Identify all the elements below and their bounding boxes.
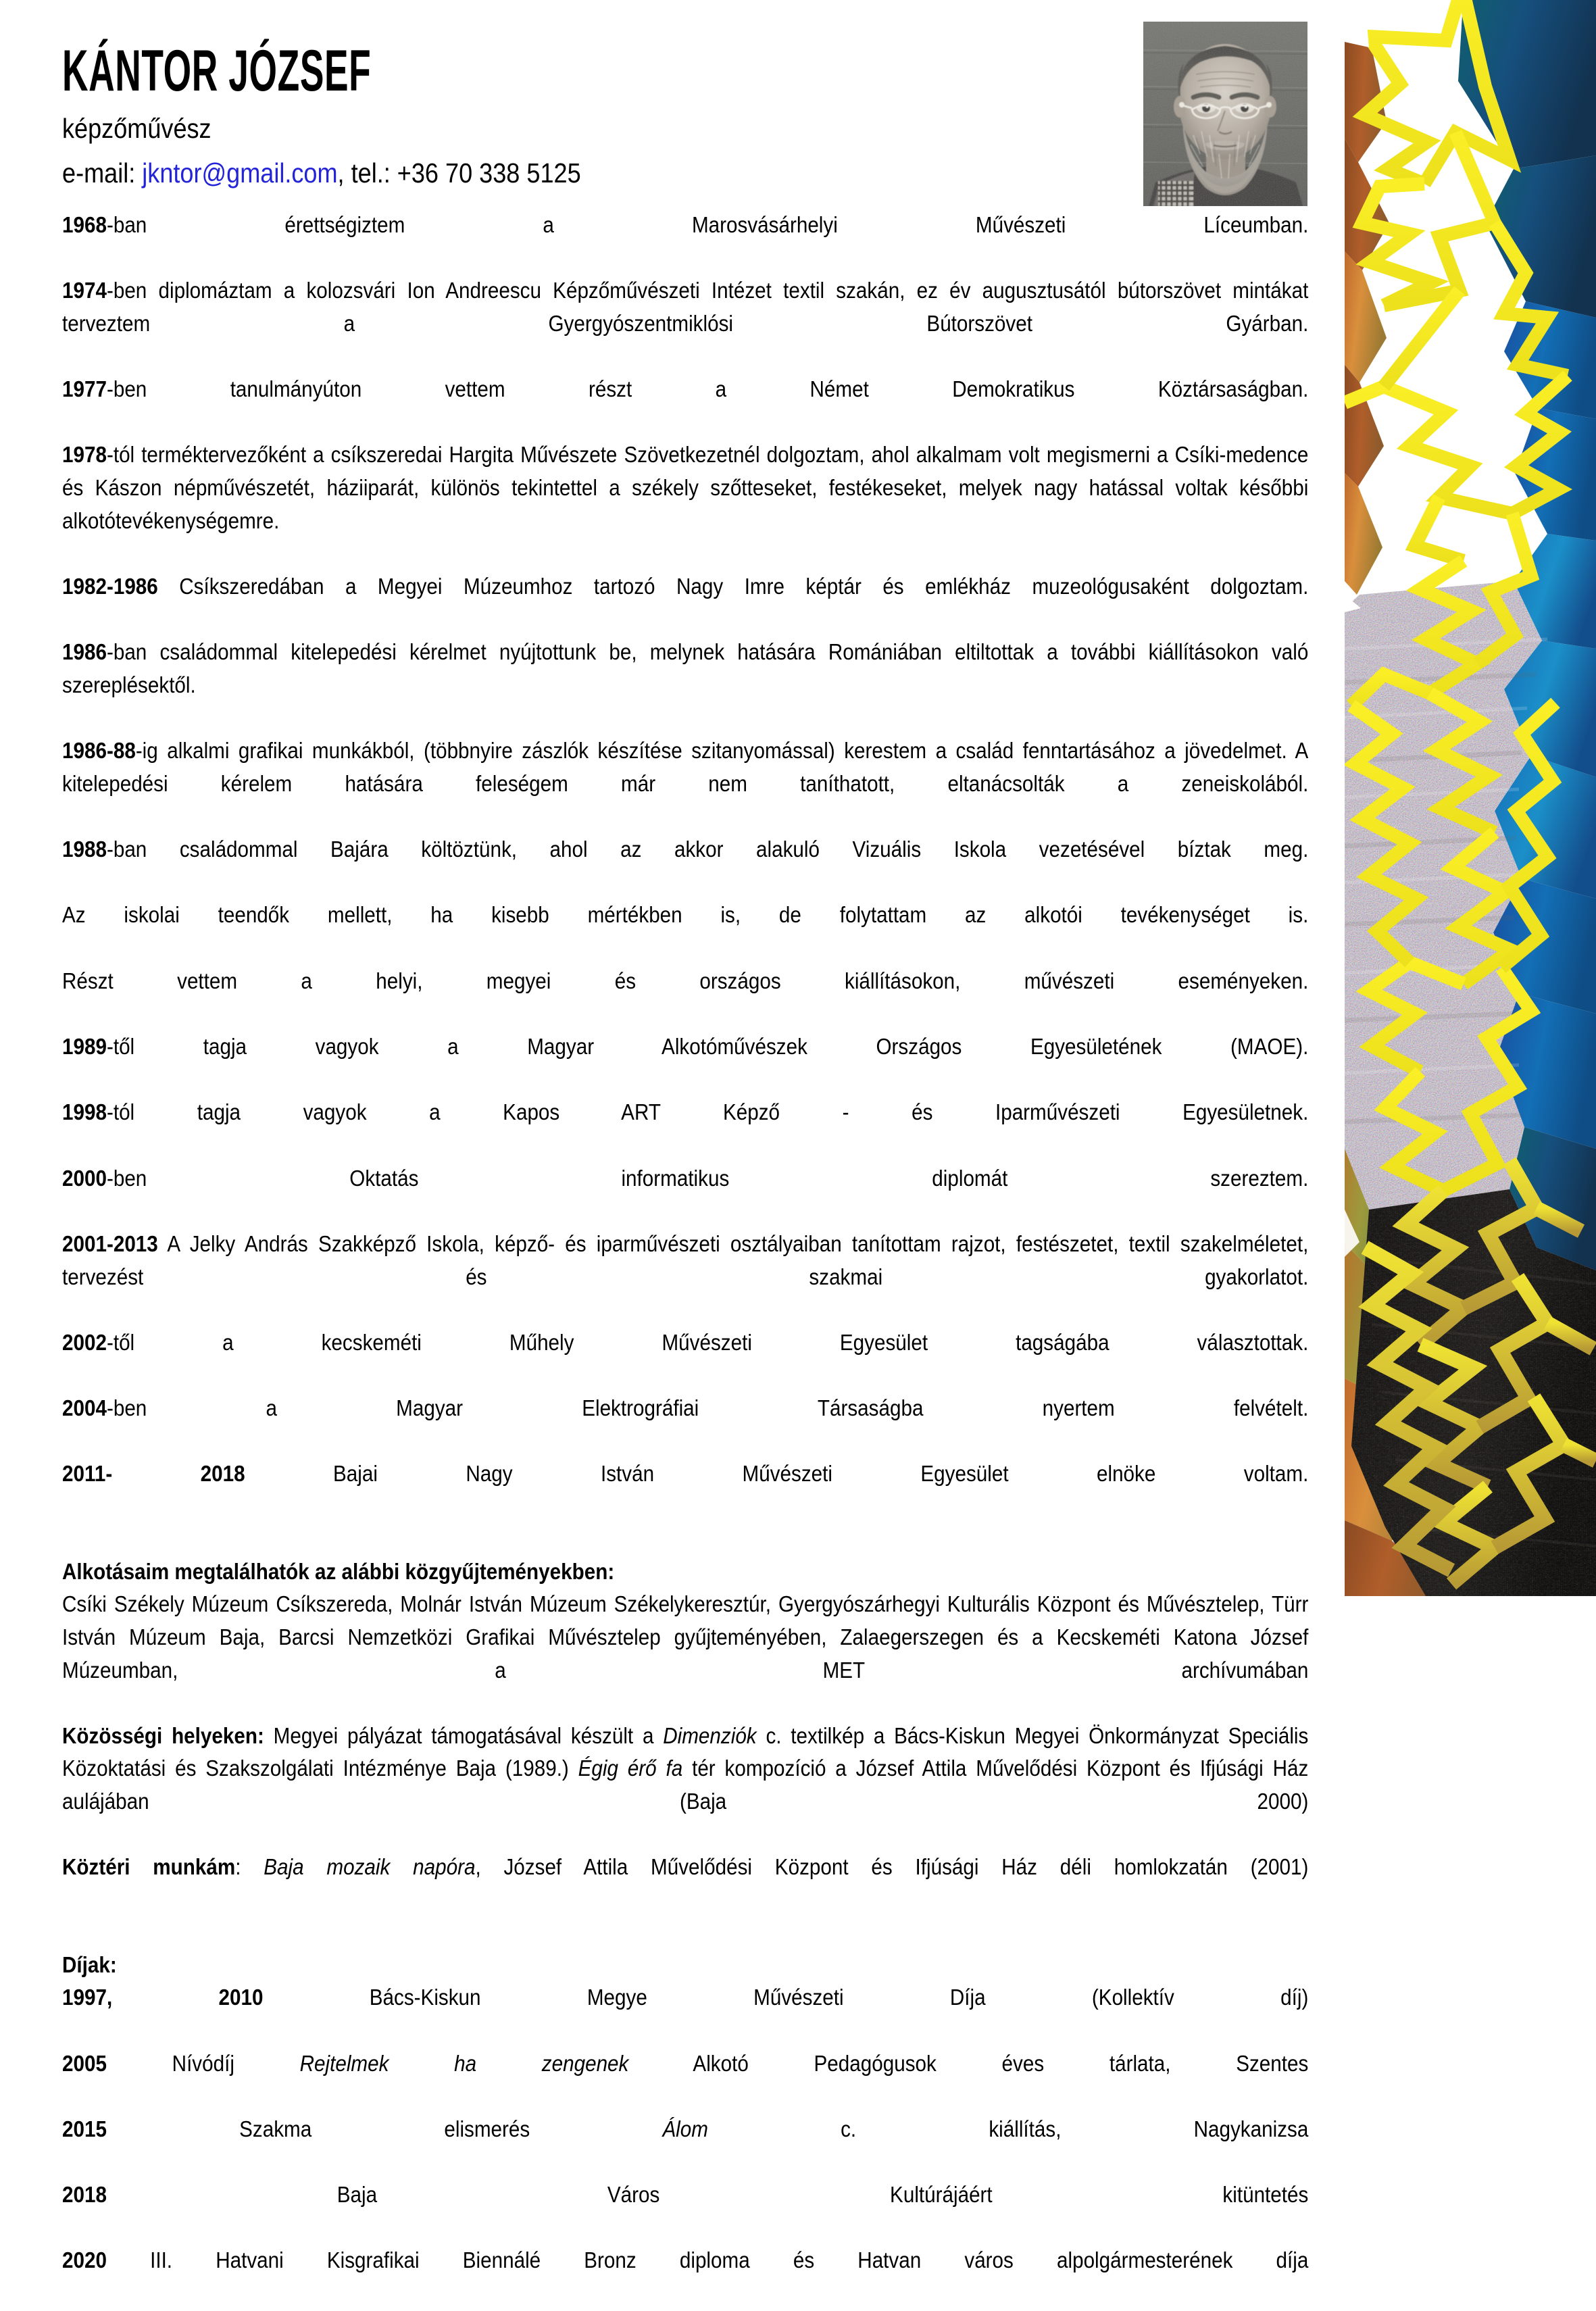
biography-entry-text: A Jelky András Szakképző Iskola, képző- és iparművészeti osztályaiban tanítottam rajzot, festészetet, textil szakelméletet, tervezést és szakmai gyakorlatot. (62, 1231, 1309, 1290)
award-entry-text: Bács-Kiskun Megye Művészeti Díja (Kollektív díj) (263, 1985, 1309, 2011)
biography-entry-text: Az iskolai teendők mellett, ha kisebb mértékben is, de folytattam az alkotói tevékenységet is. (62, 903, 1309, 928)
award-entry (62, 2245, 1308, 2310)
biography-entry (62, 1393, 1308, 1458)
outdoor-work-label: Köztéri munkám (62, 1855, 236, 1881)
page-title: KÁNTOR JÓZSEF (62, 39, 372, 103)
artist-role: képzőművész (62, 113, 211, 144)
award-entry-title: Álom (662, 2116, 708, 2142)
award-entry-text-after: c. kiállítás, Nagykanizsa (707, 2116, 1309, 2142)
biography-entry (62, 834, 1308, 899)
biography-entry-text: -ben diplomáztam a kolozsvári Ion Andreescu Képzőművészeti Intézet textil szakán, ez év augusztusától bútorszövet mintákat terveztem a Gyergyószentmiklósi Bútorszövet Gyárban. (62, 278, 1309, 337)
award-entry (62, 1982, 1308, 2047)
award-entry-year: 1997, 2010 (62, 1985, 264, 2011)
biography-entry-year: 1974 (62, 278, 107, 304)
public-places-text-1: Megyei pályázat támogatásával készült a (264, 1723, 664, 1749)
public-places-label: Közösségi helyeken: (62, 1723, 264, 1749)
public-places-title-2: Égig érő fa (578, 1756, 683, 1782)
outdoor-work-text-2: , József Attila Művelődési Központ és Ifjúsági Ház déli homlokzatán (2001) (475, 1855, 1309, 1881)
biography-entry-text: -ben Oktatás informatikus diplomát szereztem. (106, 1166, 1309, 1191)
email-link[interactable]: jkntor@gmail.com (142, 157, 338, 189)
biography-entry-year: 1978 (62, 443, 107, 468)
award-entry-title: Rejtelmek ha zengenek (299, 2051, 629, 2077)
biography-entry-year: 1989 (62, 1035, 107, 1060)
biography-entry (62, 439, 1308, 571)
public-places-text-3: tér kompozíció a József Attila Művelődési Központ és Ifjúsági Ház aulájában (Baja 2000) (62, 1756, 1309, 1815)
award-entry-text: Nívódíj (106, 2051, 300, 2077)
award-entry-year: 2015 (62, 2116, 107, 2142)
biography-entry (62, 899, 1308, 965)
cv-text-column (62, 0, 1309, 2311)
biography-entry-year: 1986 (62, 640, 107, 666)
awards-heading: Díjak: (62, 1952, 117, 1978)
biography-entry (62, 374, 1308, 439)
portrait-photo (1143, 22, 1307, 206)
biography-entry-text: Részt vettem a helyi, megyei és országos kiállításokon, művészeti eseményeken. (62, 968, 1309, 994)
outdoor-work-entry (62, 1852, 1308, 1917)
biography-entry-year: 2004 (62, 1396, 107, 1422)
outdoor-work-text-1: : (235, 1855, 264, 1881)
collections-heading: Alkotásaim megtalálhatók az alábbi közgyűjteményekben: (62, 1559, 615, 1585)
biography-entry-year: 1998 (62, 1100, 107, 1126)
biography-entry (62, 209, 1308, 275)
biography-entry (62, 1458, 1308, 1524)
phone-text: , tel.: +36 70 338 5125 (337, 157, 581, 189)
biography-entry-year: 1982-1986 (62, 574, 158, 600)
biography-entry (62, 1097, 1308, 1162)
biography-entry-text: -tól tagja vagyok a Kapos ART Képző - és Iparművészeti Egyesületnek. (106, 1100, 1309, 1126)
award-entry-year: 2005 (62, 2051, 107, 2077)
award-entry (62, 2048, 1308, 2114)
abstract-geometric-artwork (1345, 0, 1596, 1596)
biography-entry (62, 1327, 1308, 1393)
biography-entry-text: Bajai Nagy István Művészeti Egyesület elnöke voltam. (245, 1462, 1309, 1487)
award-entry-text: Szakma elismerés (106, 2116, 663, 2142)
biography-entry-text: Csíkszeredában a Megyei Múzeumhoz tartozó Nagy Imre képtár és emlékház muzeológusaként dolgoztam. (157, 574, 1309, 600)
awards-section (62, 1949, 1308, 2311)
biography-entry (62, 637, 1308, 735)
biography-entry (62, 275, 1308, 374)
biography-entry (62, 735, 1308, 834)
biography-entry (62, 1163, 1308, 1228)
biography-entry-year: 1968 (62, 213, 107, 238)
biography-entry-year: 1977 (62, 377, 107, 403)
biography-entry (62, 1031, 1308, 1097)
biography-entry (62, 966, 1308, 1031)
collections-section (62, 1556, 1308, 1918)
award-entry-text-after: Alkotó Pedagógusok éves tárlata, Szentes (628, 2051, 1309, 2077)
spacer (62, 1918, 1308, 1949)
biography-entry-text: -ban érettségiztem a Marosvásárhelyi Művészeti Líceumban. (106, 213, 1309, 238)
biography-entry (62, 1228, 1308, 1327)
biography-entry-year: 2002 (62, 1330, 107, 1356)
contact-prefix: e-mail: (62, 157, 143, 189)
public-places-title-1: Dimenziók (663, 1723, 757, 1749)
outdoor-work-title: Baja mozaik napóra (264, 1855, 476, 1881)
award-entry-year: 2020 (62, 2248, 107, 2274)
spacer (62, 1524, 1308, 1556)
award-entry (62, 2114, 1308, 2179)
biography-entry-text: -től tagja vagyok a Magyar Alkotóművészek Országos Egyesületének (MAOE). (106, 1035, 1309, 1060)
biography-entry-year: 1986-88 (62, 739, 136, 764)
biography-entry-year: 1988 (62, 837, 107, 863)
award-entry-year: 2018 (62, 2183, 107, 2208)
award-entry-text: Baja Város Kultúrájáért kitüntetés (106, 2183, 1309, 2208)
cv-header (62, 0, 1309, 209)
public-places-entry (62, 1720, 1308, 1852)
biography-entry-text: -ben tanulmányúton vettem részt a Német Demokratikus Köztársaságban. (106, 377, 1309, 403)
biography-entry-text: -ig alkalmi grafikai munkákból, (többnyire zászlók készítése szitanyomással) kerestem a család fenntartásához a jövedelmet. A kitelepedési kérelem hatására feleségem már nem taníthatott, eltanácsolták a zeneiskolából. (62, 739, 1309, 797)
biography-entry-year: 2011- 2018 (62, 1462, 245, 1487)
biography-entry-text: -től a kecskeméti Műhely Művészeti Egyesület tagságába választottak. (106, 1330, 1309, 1356)
biography-section (62, 209, 1308, 2311)
biography-entry-text: -ban családommal Bajára költöztünk, ahol az akkor alakuló Vizuális Iskola vezetésével bíztak meg. (106, 837, 1309, 863)
biography-entry-text: -ban családommal kitelepedési kérelmet nyújtottunk be, melynek hatására Romániában eltiltottak a további kiállításokon való szereplésektől. (62, 640, 1309, 698)
biography-entry-text: -tól terméktervezőként a csíkszeredai Hargita Művészete Szövetkezetnél dolgoztam, ahol alkalmam volt megismerni a Csíki-medence és Kászon népművészetét, háziiparát, különös tekintettel a székely szőtteseket, festékeseket, melyek nagy hatással voltak későbbi alkotótevékenységemre. (62, 443, 1309, 534)
biography-entry-year: 2000 (62, 1166, 107, 1191)
award-entry (62, 2179, 1308, 2245)
award-entry-text: III. Hatvani Kisgrafikai Biennálé Bronz diploma és Hatvan város alpolgármesterének díja (106, 2248, 1309, 2274)
biography-entry-text: -ben a Magyar Elektrográfiai Társaságba nyertem felvételt. (106, 1396, 1309, 1422)
biography-entry-year: 2001-2013 (62, 1231, 158, 1257)
contact-line (62, 146, 1159, 191)
biography-entry (62, 571, 1308, 637)
collections-body: Csíki Székely Múzeum Csíkszereda, Molnár István Múzeum Székelykeresztúr, Gyergyószárhegyi Kulturális Központ és Művésztelep, Türr István Múzeum Baja, Barcsi Nemzetközi Grafikai Művésztelep gyűjteményében, Zalaegerszegen és a Kecskeméti Katona József Múzeumban, a MET archívumában (62, 1592, 1309, 1683)
public-places-text-2: c. textilkép a Bács-Kiskun Megyei Önkormányzat Speciális Közoktatási és Szakszolgálati Intézménye Baja (1989.) (62, 1723, 1309, 1782)
